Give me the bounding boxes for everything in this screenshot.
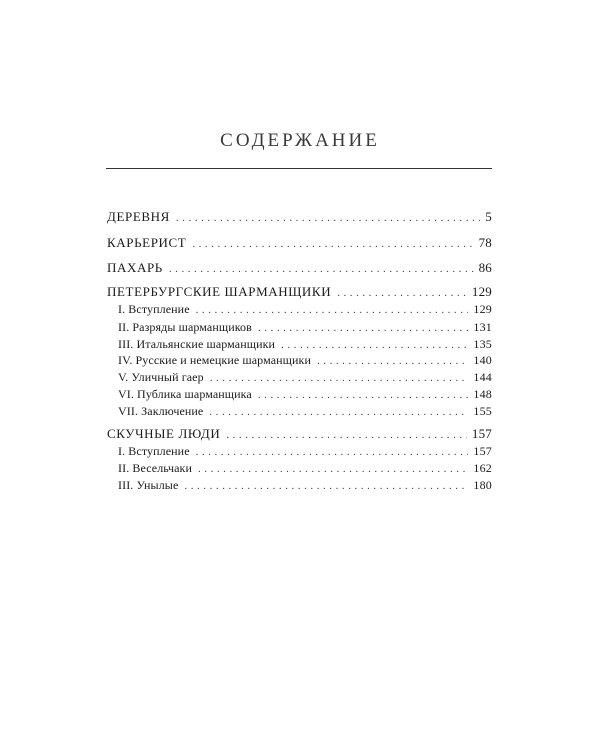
toc-entry-page: 129 xyxy=(473,302,492,316)
toc-subentry[interactable] xyxy=(118,444,492,459)
dot-leader xyxy=(196,446,469,458)
toc-entry-page: 148 xyxy=(473,387,492,401)
dot-leader xyxy=(192,238,473,250)
toc-entry-page: 155 xyxy=(473,404,492,418)
toc-entry-label: VII. Заключение xyxy=(118,404,204,418)
toc-entry-label: ДЕРЕВНЯ xyxy=(107,209,170,224)
toc-entry-label: ПЕТЕРБУРГСКИЕ ШАРМАНЩИКИ xyxy=(107,284,332,299)
dot-leader xyxy=(210,372,469,384)
dot-leader xyxy=(337,287,467,299)
toc-entry-page: 131 xyxy=(473,320,492,334)
toc-entry-peterburgskie-sharmanshchiki[interactable] xyxy=(107,284,492,300)
toc-entry-page: 5 xyxy=(485,209,492,224)
toc-entry-label: КАРЬЕРИСТ xyxy=(107,235,187,250)
toc-entry-label: V. Уличный гаер xyxy=(118,370,204,384)
dot-leader xyxy=(258,389,469,401)
toc-entry-page: 157 xyxy=(471,426,492,441)
dot-leader xyxy=(169,263,474,275)
toc-entry-page: 180 xyxy=(473,478,492,492)
dot-leader xyxy=(196,304,469,316)
dot-leader xyxy=(184,480,468,492)
toc-subentry[interactable] xyxy=(118,370,492,385)
toc-entry-pakhar[interactable] xyxy=(107,260,492,276)
toc-subentry[interactable] xyxy=(118,461,492,476)
toc-subentry[interactable] xyxy=(118,337,492,352)
toc-entry-page: 162 xyxy=(473,461,492,475)
title-divider xyxy=(106,168,492,169)
dot-leader xyxy=(209,406,468,418)
toc-subentry[interactable] xyxy=(118,478,492,493)
toc-entry-label: I. Вступление xyxy=(118,444,190,458)
toc-subentry[interactable] xyxy=(118,320,492,335)
toc-entry-label: II. Разряды шарманщиков xyxy=(118,320,252,334)
dot-leader xyxy=(317,355,468,367)
toc-subentry[interactable] xyxy=(118,387,492,402)
toc-entry-page: 157 xyxy=(473,444,492,458)
toc-entry-karierist[interactable] xyxy=(107,235,492,251)
toc-entry-page: 144 xyxy=(473,370,492,384)
toc-entry-page: 135 xyxy=(473,337,492,351)
toc-entry-label: ПАХАРЬ xyxy=(107,260,163,275)
dot-leader xyxy=(176,212,480,224)
toc-entry-label: I. Вступление xyxy=(118,302,190,316)
toc-subentry[interactable] xyxy=(118,404,492,419)
dot-leader xyxy=(198,463,468,475)
toc-entry-page: 140 xyxy=(473,353,492,367)
dot-leader xyxy=(226,429,467,441)
toc-entry-label: IV. Русские и немецкие шарманщики xyxy=(118,353,311,367)
toc-entry-page: 129 xyxy=(471,284,492,299)
dot-leader xyxy=(258,322,468,334)
dot-leader xyxy=(281,339,468,351)
toc-entry-page: 86 xyxy=(478,260,492,275)
page-title: СОДЕРЖАНИЕ xyxy=(220,130,380,151)
toc-entry-label: СКУЧНЫЕ ЛЮДИ xyxy=(107,426,221,441)
toc-entry-page: 78 xyxy=(478,235,492,250)
toc-subentry[interactable] xyxy=(118,302,492,317)
toc-subentry[interactable] xyxy=(118,353,492,368)
toc-entry-derevnya[interactable] xyxy=(107,209,492,225)
toc-entry-label: III. Унылые xyxy=(118,478,179,492)
toc-entry-label: VI. Публика шарманщика xyxy=(118,387,252,401)
toc-entry-label: III. Итальянские шарманщики xyxy=(118,337,276,351)
toc-entry-label: II. Весельчаки xyxy=(118,461,192,475)
toc-entry-skuchnye-lyudi[interactable] xyxy=(107,426,492,442)
